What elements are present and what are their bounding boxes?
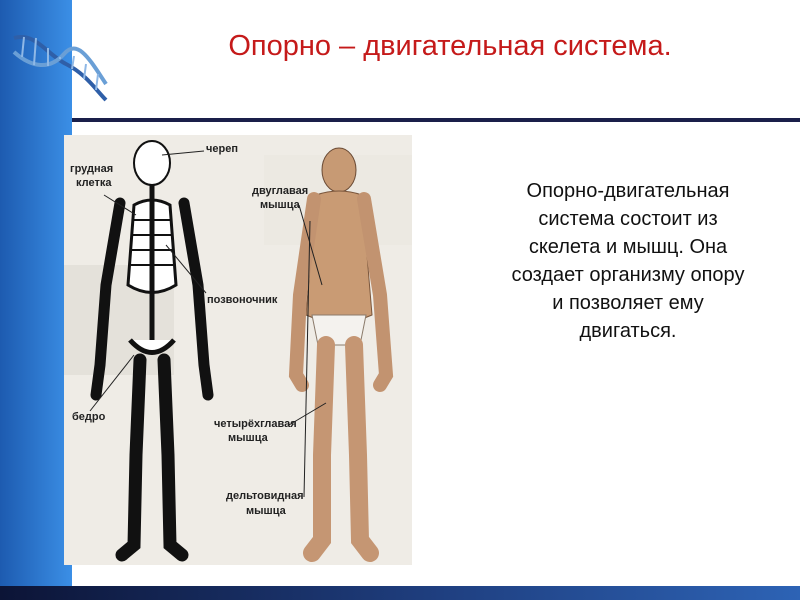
label-deltoid-line2: мышца [246, 505, 286, 517]
slide-body-text: Опорно-двигательная система состоит из скелета и мышц. Она создает организму опору и позволяет ему двигаться. [511, 180, 745, 342]
label-quad-line1: четырёхглавая [214, 418, 297, 430]
label-thigh: бедро [72, 411, 106, 423]
bottom-accent-bar [0, 586, 800, 600]
label-spine: позвоночник [207, 294, 278, 306]
label-quad-line2: мышца [228, 432, 268, 444]
dna-helix-icon [6, 24, 110, 104]
label-deltoid-line1: дельтовидная [226, 490, 304, 502]
label-chest-line1: грудная [70, 163, 114, 175]
label-biceps-line2: мышца [260, 199, 300, 211]
anatomy-figure [64, 135, 412, 565]
title-divider [72, 118, 800, 122]
label-chest-line2: клетка [76, 177, 112, 189]
slide-title: Опорно – двигательная система. [228, 30, 672, 62]
label-biceps-line1: двуглавая [252, 185, 309, 197]
label-skull: череп [206, 143, 238, 155]
